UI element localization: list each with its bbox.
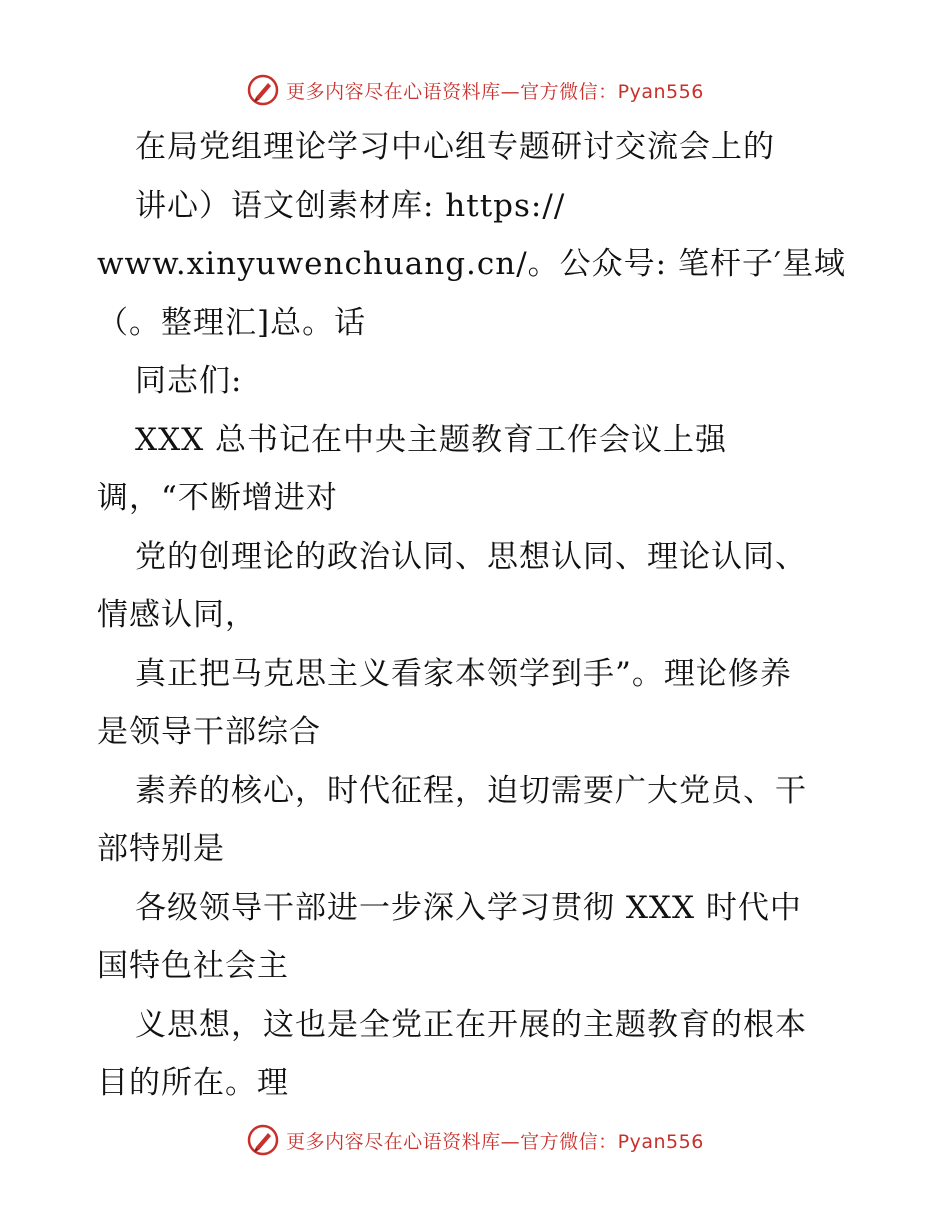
footer-banner (0, 1120, 950, 1160)
text-line: 讲心）语文创素材库: https:// (135, 187, 566, 224)
header-banner-text: 更多内容尽在心语资料库—官方微信：Pyan556 (286, 80, 704, 103)
text-line: 素养的核心，时代征程，迫切需要广大党员、干 (135, 772, 807, 809)
text-line: 在局党组理论学习中心组专题研讨交流会上的 (135, 129, 775, 165)
text-line: 国特色社会主 (97, 948, 289, 984)
text-line: 是领导干部综合 (97, 714, 321, 750)
header-banner (0, 70, 950, 110)
text-line: （。整理汇]总。话 (97, 304, 367, 341)
text-line: 目的所在。理 (97, 1065, 289, 1101)
footer-banner-text: 更多内容尽在心语资料库—官方微信：Pyan556 (286, 1130, 704, 1153)
text-line: 义思想，这也是全党正在开展的主题教育的根本 (135, 1006, 807, 1043)
text-line: XXX 总书记在中央主题教育工作会议上强 (135, 421, 728, 458)
text-line: 情感认同， (97, 597, 257, 633)
text-line: 调，“不断增进对 (97, 480, 338, 516)
text-line: www.xinyuwenchuang.cn/。公众号: 笔杆子′星域 (97, 246, 847, 282)
text-line: 部特别是 (97, 831, 225, 867)
text-line: 同志们: (135, 363, 243, 399)
pen-logo-icon (246, 73, 280, 107)
text-line: 真正把马克思主义看家本领学到手”。理论修养 (135, 655, 792, 692)
document-body (97, 118, 857, 1113)
text-line: 党的创理论的政治认同、思想认同、理论认同、 (135, 538, 807, 575)
pen-logo-icon (246, 1123, 280, 1157)
text-line: 各级领导干部进一步深入学习贯彻 XXX 时代中 (135, 889, 802, 926)
